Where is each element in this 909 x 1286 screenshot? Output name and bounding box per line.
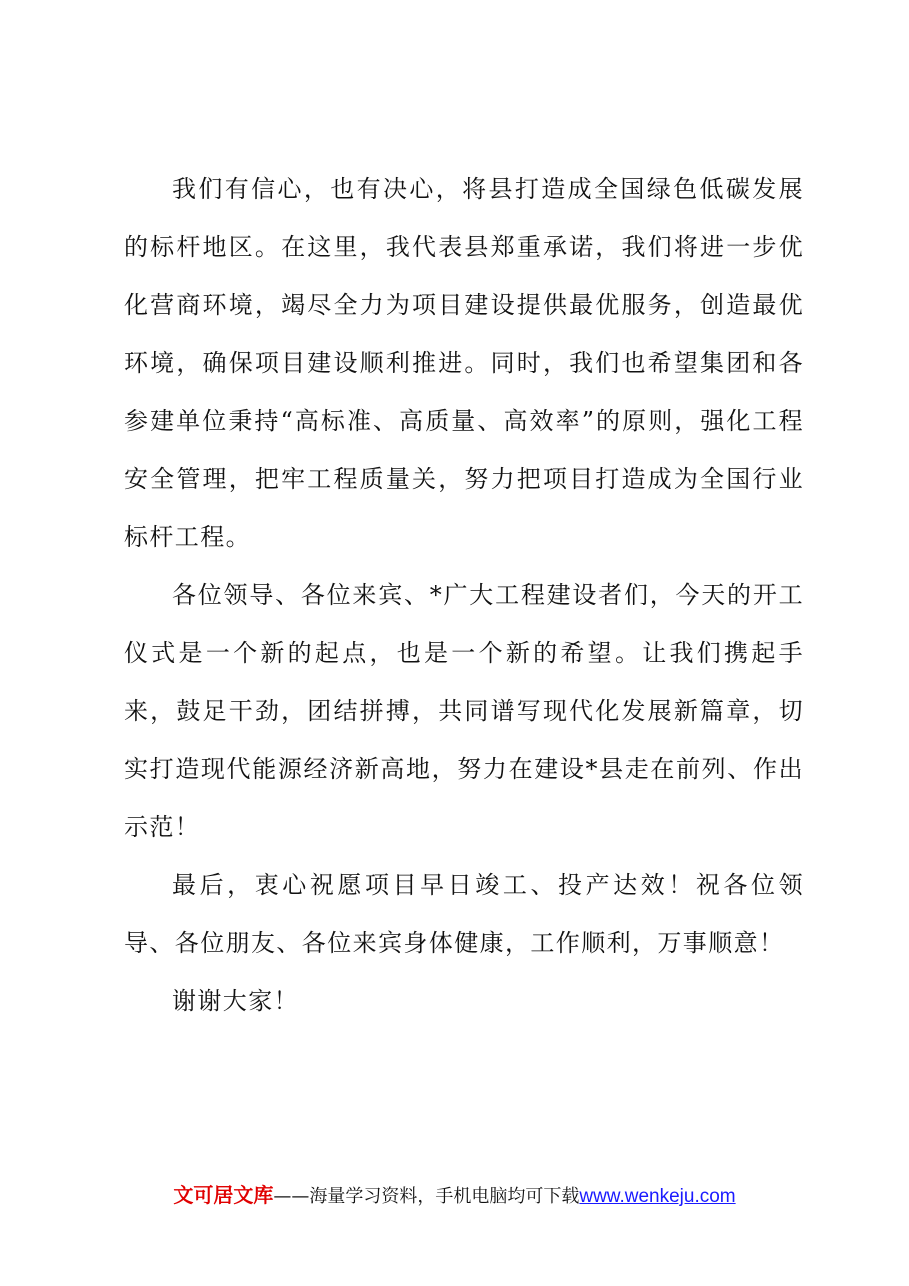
paragraph-3: 最后，衷心祝愿项目早日竣工、投产达效！祝各位领导、各位朋友、各位来宾身体健康，工作顺利，万事顺意！	[124, 871, 804, 957]
paragraph-4: 谢谢大家！	[172, 987, 299, 1015]
document-body	[124, 160, 804, 1030]
paragraph-1: 我们有信心，也有决心，将县打造成全国绿色低碳发展的标杆地区。在这里，我代表县郑重承诺，我们将进一步优化营商环境，竭尽全力为项目建设提供最优服务，创造最优环境，确保项目建设顺利推进。同时，我们也希望集团和各参建单位秉持“高标准、高质量、高效率”的原则，强化工程安全管理，把牢工程质量关，努力把项目打造成为全国行业标杆工程。	[124, 175, 804, 551]
footer-brand: 文可居文库	[173, 1183, 274, 1207]
footer-website-link[interactable]: www.wenkeju.com	[579, 1186, 736, 1207]
paragraph-2: 各位领导、各位来宾、*广大工程建设者们，今天的开工仪式是一个新的起点，也是一个新的希望。让我们携起手来，鼓足干劲，团结拼搏，共同谱写现代化发展新篇章，切实打造现代能源经济新高地，努力在建设*县走在前列、作出示范！	[124, 581, 804, 841]
footer-tagline: ——海量学习资料，手机电脑均可下载	[273, 1186, 580, 1207]
footer-banner	[0, 1180, 909, 1212]
